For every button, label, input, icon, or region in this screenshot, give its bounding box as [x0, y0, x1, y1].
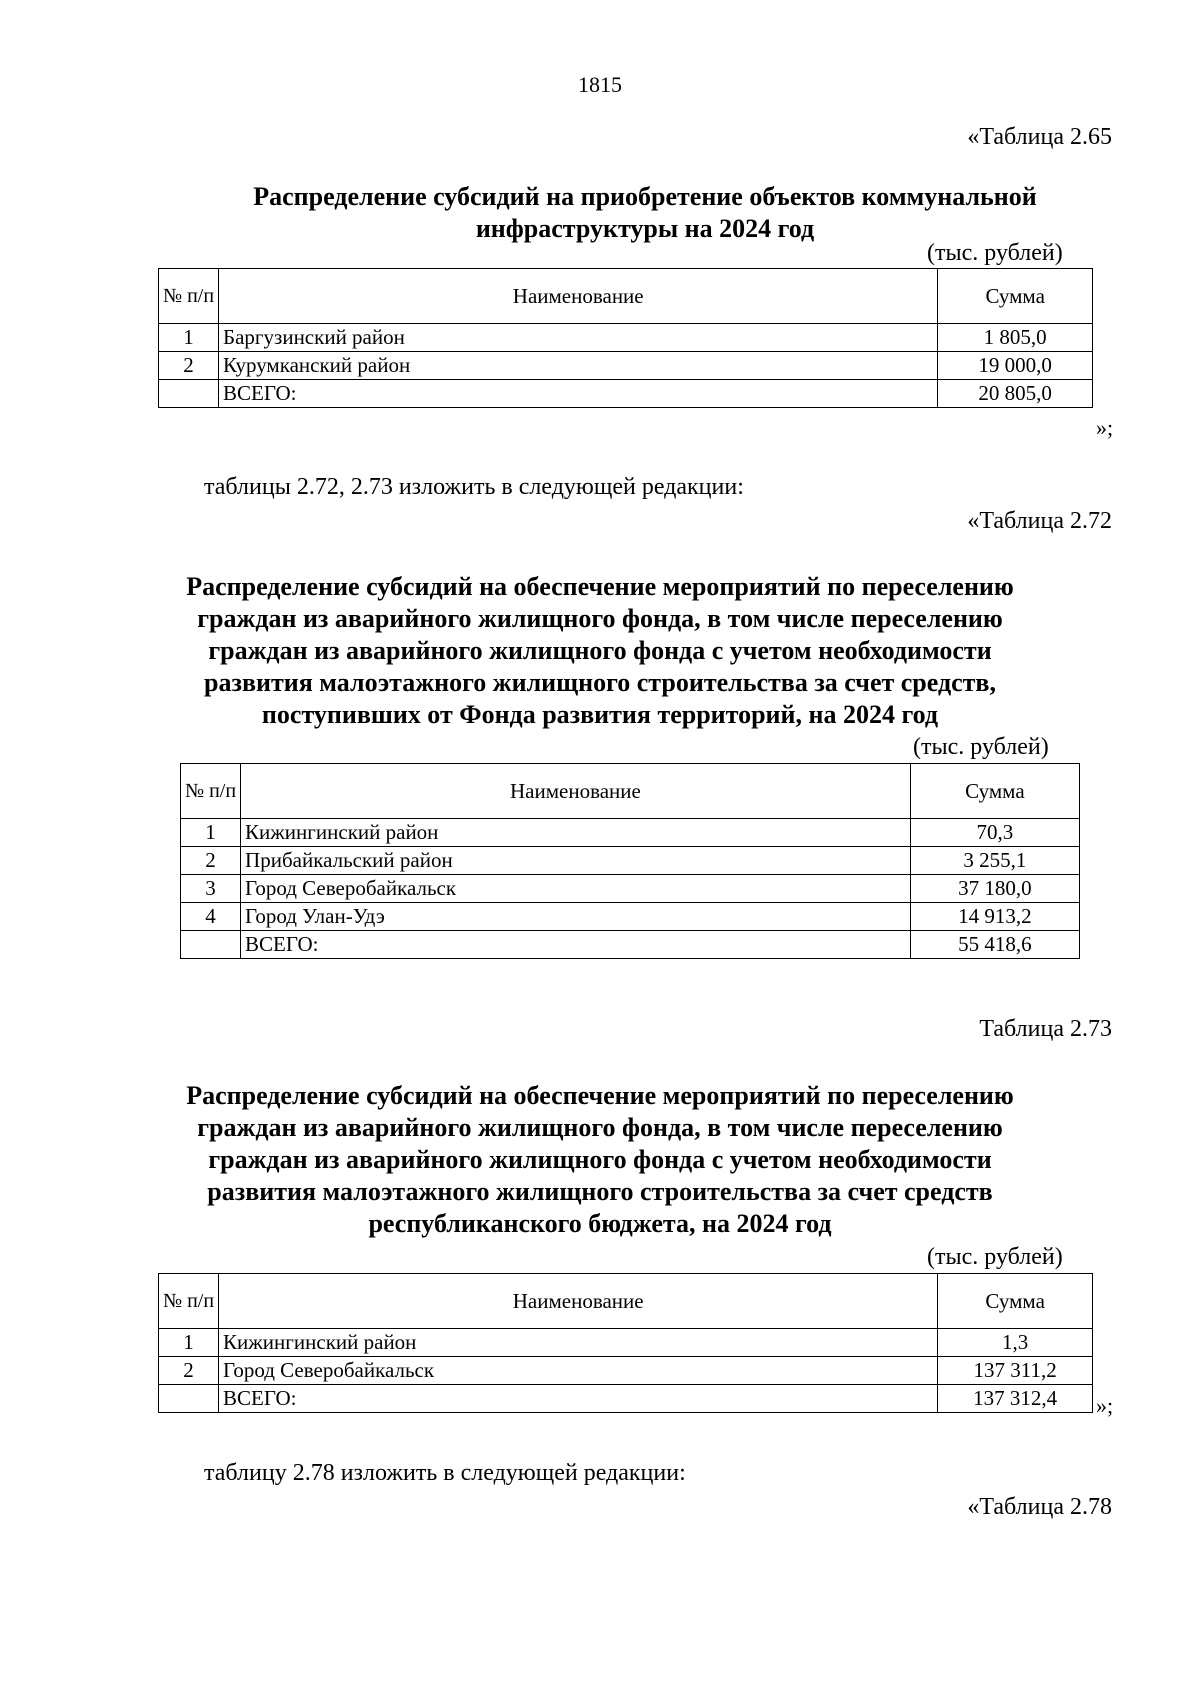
table-reference-2-72: «Таблица 2.72 — [967, 508, 1112, 534]
closing-mark: »; — [1096, 415, 1114, 440]
row-sum: 137 311,2 — [938, 1357, 1093, 1385]
table-reference-2-65: «Таблица 2.65 — [967, 124, 1112, 150]
row-no: 2 — [159, 352, 219, 380]
row-no: 2 — [181, 847, 241, 875]
header-sum: Сумма — [938, 1274, 1093, 1329]
row-no: 2 — [159, 1357, 219, 1385]
title-line: Распределение субсидий на обеспечение мероприятий по переселению — [186, 1081, 1014, 1110]
row-no: 1 — [159, 324, 219, 352]
total-label: ВСЕГО: — [219, 1385, 938, 1413]
closing-mark: »; — [1096, 1393, 1114, 1418]
row-sum: 19 000,0 — [938, 352, 1093, 380]
title-line: развития малоэтажного жилищного строительства за счет средств, — [204, 668, 996, 697]
units-label: (тыс. рублей) — [913, 734, 1049, 760]
row-sum: 1 805,0 — [938, 324, 1093, 352]
total-sum: 137 312,4 — [938, 1385, 1093, 1413]
header-sum: Сумма — [938, 269, 1093, 324]
header-no: № п/п — [181, 764, 241, 819]
table-header-row — [159, 269, 1093, 324]
total-label: ВСЕГО: — [241, 931, 911, 959]
table-2-72 — [180, 763, 1080, 959]
row-no: 4 — [181, 903, 241, 931]
table-row — [159, 352, 1093, 380]
row-name: Прибайкальский район — [241, 847, 911, 875]
table-row — [159, 1357, 1093, 1385]
row-sum: 3 255,1 — [910, 847, 1079, 875]
table-header-row — [159, 1274, 1093, 1329]
title-line: инфраструктуры на 2024 год — [475, 214, 815, 243]
table-total-row — [159, 1385, 1093, 1413]
table-total-row — [159, 380, 1093, 408]
row-sum: 37 180,0 — [910, 875, 1079, 903]
row-name: Кижингинский район — [219, 1329, 938, 1357]
row-name: Город Улан-Удэ — [241, 903, 911, 931]
total-no — [181, 931, 241, 959]
table-reference-2-73: Таблица 2.73 — [979, 1016, 1112, 1042]
total-no — [159, 380, 219, 408]
header-sum: Сумма — [910, 764, 1079, 819]
row-name: Город Северобайкальск — [241, 875, 911, 903]
table-title-2-65 — [175, 181, 1115, 245]
table-2-65 — [158, 268, 1093, 408]
row-name: Курумканский район — [219, 352, 938, 380]
title-line: граждан из аварийного жилищного фонда, в том числе переселению — [197, 604, 1003, 633]
table-header-row — [181, 764, 1080, 819]
table-2-73 — [158, 1273, 1093, 1413]
total-no — [159, 1385, 219, 1413]
row-no: 1 — [181, 819, 241, 847]
table-row — [181, 875, 1080, 903]
title-line: Распределение субсидий на обеспечение мероприятий по переселению — [186, 572, 1014, 601]
title-line: граждан из аварийного жилищного фонда с учетом необходимости — [208, 636, 992, 665]
header-name: Наименование — [241, 764, 911, 819]
header-no: № п/п — [159, 1274, 219, 1329]
row-name: Город Северобайкальск — [219, 1357, 938, 1385]
row-sum: 1,3 — [938, 1329, 1093, 1357]
title-line: Распределение субсидий на приобретение объектов коммунальной — [253, 182, 1037, 211]
header-no: № п/п — [159, 269, 219, 324]
total-sum: 55 418,6 — [910, 931, 1079, 959]
table-row — [181, 847, 1080, 875]
table-row — [181, 819, 1080, 847]
table-total-row — [181, 931, 1080, 959]
title-line: республиканского бюджета, на 2024 год — [368, 1209, 832, 1238]
table-title-2-73 — [100, 1080, 1100, 1240]
intro-paragraph-2-78: таблицу 2.78 изложить в следующей редакции: — [204, 1460, 686, 1486]
units-label: (тыс. рублей) — [927, 240, 1063, 266]
header-name: Наименование — [219, 269, 938, 324]
title-line: поступивших от Фонда развития территорий, на 2024 год — [261, 700, 939, 729]
row-sum: 14 913,2 — [910, 903, 1079, 931]
table-row — [159, 1329, 1093, 1357]
total-label: ВСЕГО: — [219, 380, 938, 408]
table-title-2-72 — [100, 571, 1100, 731]
row-sum: 70,3 — [910, 819, 1079, 847]
total-sum: 20 805,0 — [938, 380, 1093, 408]
table-row — [159, 324, 1093, 352]
intro-paragraph-2-72-2-73: таблицы 2.72, 2.73 изложить в следующей редакции: — [204, 474, 744, 500]
title-line: граждан из аварийного жилищного фонда с учетом необходимости — [208, 1145, 992, 1174]
title-line: граждан из аварийного жилищного фонда, в том числе переселению — [197, 1113, 1003, 1142]
row-no: 3 — [181, 875, 241, 903]
row-name: Баргузинский район — [219, 324, 938, 352]
table-reference-2-78: «Таблица 2.78 — [967, 1494, 1112, 1520]
units-label: (тыс. рублей) — [927, 1244, 1063, 1270]
title-line: развития малоэтажного жилищного строительства за счет средств — [207, 1177, 993, 1206]
row-no: 1 — [159, 1329, 219, 1357]
header-name: Наименование — [219, 1274, 938, 1329]
page-number: 1815 — [578, 72, 622, 97]
row-name: Кижингинский район — [241, 819, 911, 847]
table-row — [181, 903, 1080, 931]
